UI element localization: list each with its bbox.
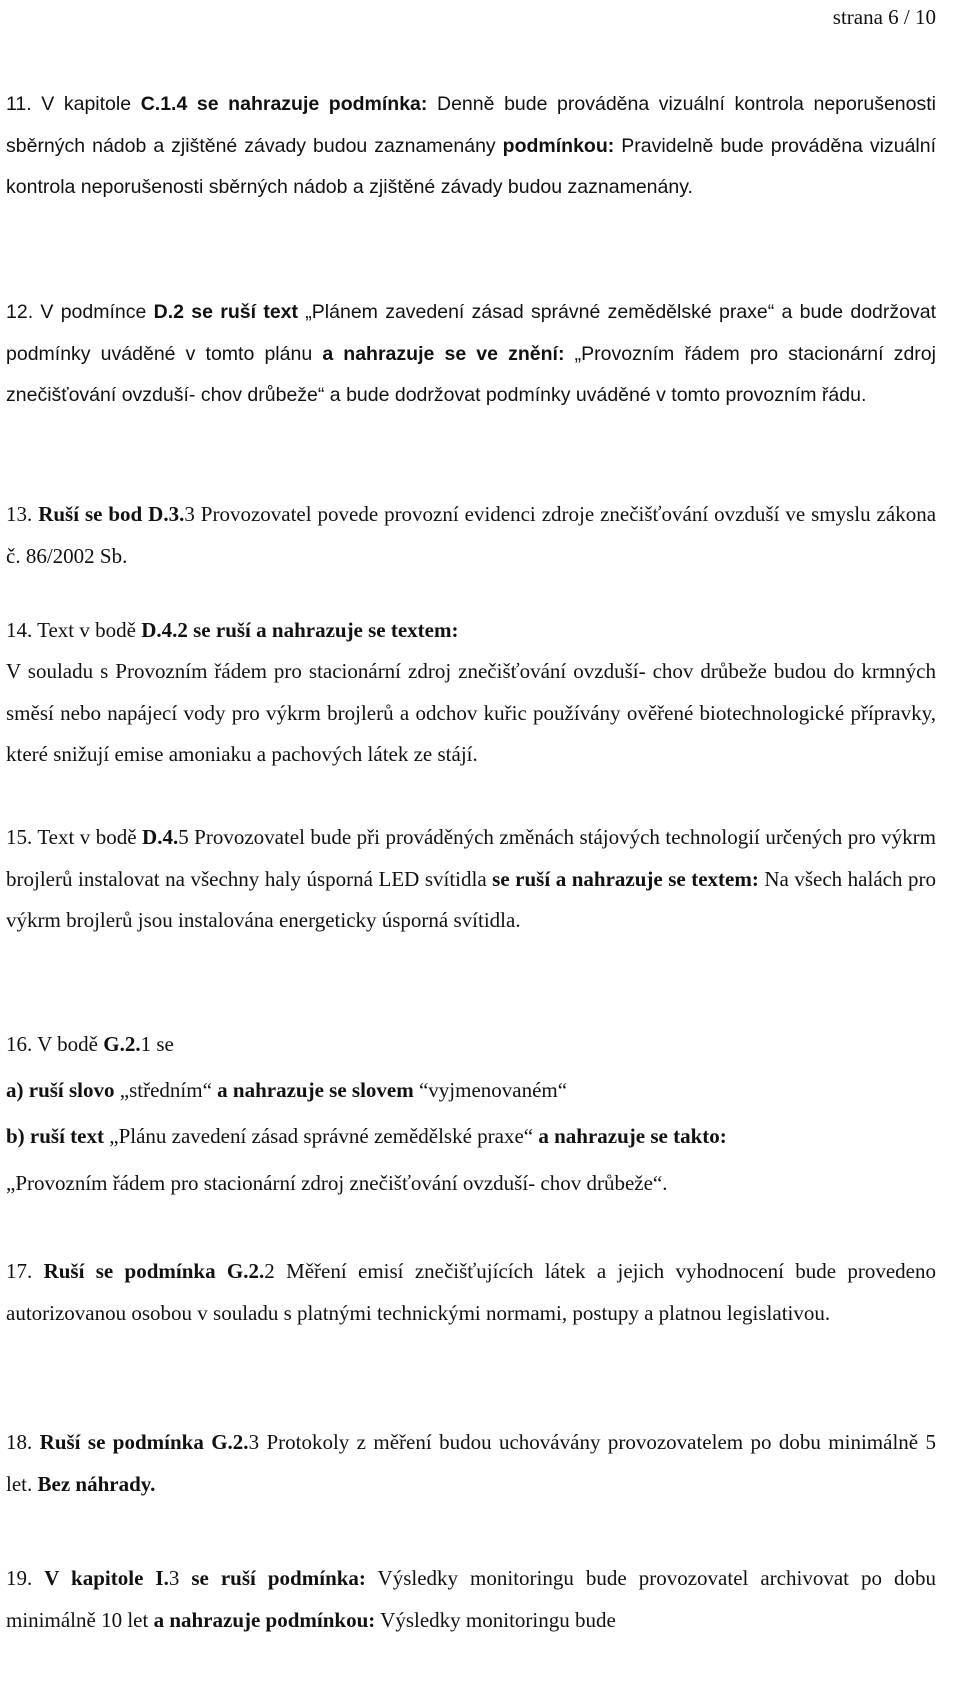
text-run: podmínkou: [502, 134, 615, 157]
text-run: 14. Text v bodě [6, 618, 142, 642]
paragraph-16-heading [6, 1031, 936, 1057]
text-run: Ruší se bod D.3. [38, 502, 185, 526]
text-run: „Plánu zavedení zásad správné zemědělské praxe“ [104, 1124, 539, 1148]
text-run: „Provozním řádem pro stacionární zdroj znečišťování ovzduší- chov drůbeže“. [6, 1171, 668, 1195]
text-run: 19. [6, 1566, 45, 1590]
text-run: 3 Protokoly z měření budou uchovávány provozovatelem po dobu minimálně 5 let. [6, 1430, 937, 1496]
text-run: D.2 se ruší text [153, 301, 298, 323]
text-run: Výsledky monitoringu bude provozovatel archivovat po dobu minimálně 10 let [6, 1566, 937, 1632]
text-run: a nahrazuje se ve znění: [322, 342, 565, 365]
paragraph-16-a [6, 1077, 936, 1103]
text-run: a nahrazuje se slovem [217, 1078, 414, 1102]
text-run: a nahrazuje podmínkou: [153, 1607, 376, 1632]
text-run: Denně bude prováděna vizuální kontrola neporušenosti sběrných nádob a zjištěné závady budou zaznamenány [6, 93, 936, 157]
text-run: 13. [6, 502, 39, 526]
paragraph-12 [6, 292, 936, 417]
text-run: 3 [168, 1566, 192, 1590]
text-run: a) ruší slovo [6, 1078, 115, 1102]
text-run: D.4.2 se ruší a nahrazuje se textem: [141, 618, 459, 642]
text-run: Výsledky monitoringu bude [375, 1607, 616, 1632]
text-run: se ruší podmínka: [191, 1566, 366, 1590]
text-run: „Provozním řádem pro stacionární zdroj znečišťování ovzduší- chov drůbeže“ a bude dodržovat podmínky uváděné v tomto provozním řádu. [6, 342, 936, 406]
text-run: 15. Text v bodě [6, 825, 143, 849]
page-number: strana 6 / 10 [832, 5, 936, 29]
text-run: Ruší se podmínka G.2. [39, 1430, 249, 1454]
text-run: 1 se [140, 1032, 174, 1056]
text-run: b) ruší text [6, 1124, 104, 1148]
paragraph-18 [6, 1422, 936, 1505]
text-run: 18. [6, 1430, 40, 1454]
text-run: 3 Provozovatel povede provozní evidenci zdroje znečišťování ovzduší ve smyslu zákona č. 86/2002 Sb. [6, 502, 937, 568]
text-run: „středním“ [114, 1078, 218, 1102]
paragraph-15 [6, 817, 936, 942]
paragraph-11 [6, 84, 936, 209]
text-run: V kapitole I. [44, 1566, 169, 1590]
text-run: 12. V podmínce [6, 301, 154, 323]
text-run: 17. [6, 1259, 44, 1283]
text-run: C.1.4 se nahrazuje podmínka: [140, 93, 428, 115]
text-run: 5 Provozovatel bude při prováděných změnách stájových technologií určených pro výkrm brojlerů instalovat na všechny haly úsporná LED svítidla [6, 825, 936, 891]
paragraph-13 [6, 494, 936, 577]
text-run: se ruší a nahrazuje se textem: [492, 866, 759, 891]
text-run: Bez náhrady. [37, 1471, 156, 1496]
text-run: a nahrazuje se takto: [538, 1124, 727, 1148]
text-run: Ruší se podmínka G.2. [43, 1259, 265, 1283]
text-run: Pravidelně bude prováděna vizuální kontrola neporušenosti sběrných nádob a zjištěné závady budou zaznamenány. [6, 134, 937, 198]
text-run: 11. V kapitole [6, 93, 141, 115]
paragraph-16-c [6, 1170, 936, 1196]
text-run: D.4. [142, 825, 179, 849]
paragraph-14-heading [6, 617, 936, 643]
text-run: 2 Měření emisí znečišťujících látek a jejich vyhodnocení bude provedeno autorizovanou osobou v souladu s platnými technickými normami, postupy a platnou legislativou. [6, 1259, 937, 1325]
text-run: „Plánem zavedení zásad správné zemědělské praxe“ a bude dodržovat podmínky uváděné v tomto plánu [6, 301, 936, 365]
text-run: V souladu s Provozním řádem pro stacionární zdroj znečišťování ovzduší- chov drůbeže budou do krmných směsí nebo napájecí vody pro výkrm brojlerů a odchov kuřic používány ověřené biotechnologické přípravky, které snižují emise amoniaku a pachových látek ze stájí. [6, 659, 936, 766]
paragraph-19 [6, 1558, 936, 1641]
text-run: Na všech halách pro výkrm brojlerů jsou instalována energeticky úsporná svítidla. [6, 866, 936, 932]
paragraph-16-b [6, 1123, 936, 1149]
paragraph-17 [6, 1251, 936, 1334]
text-run: G.2. [103, 1032, 141, 1056]
text-run: 16. V bodě [6, 1032, 104, 1056]
text-run: “vyjmenovaném“ [413, 1078, 568, 1102]
paragraph-14-body [6, 651, 936, 776]
